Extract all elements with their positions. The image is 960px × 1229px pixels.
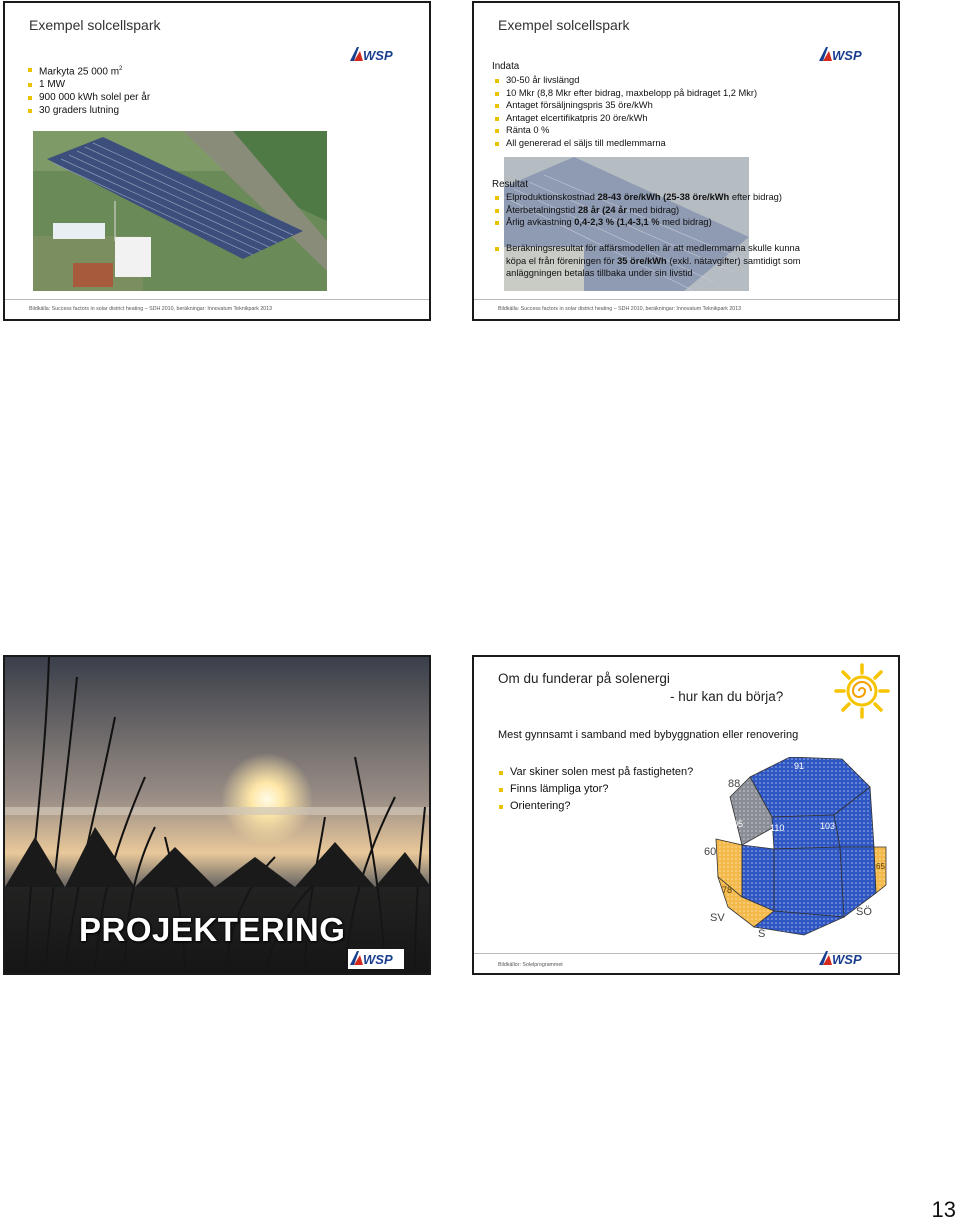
footer-divider: [474, 299, 898, 300]
direction-sv: SV: [710, 912, 725, 924]
list-item: All genererad el säljs till medlemmarna: [494, 137, 757, 150]
section-title: PROJEKTERING: [79, 911, 346, 948]
direction-s: S: [758, 928, 766, 940]
slide-solar-park-example-2: [472, 1, 900, 321]
wsp-logo-text: WSP: [832, 952, 862, 967]
wsp-logo: [817, 45, 873, 65]
slide-getting-started: [472, 655, 900, 975]
image-source: Bildkälla: Success factors in solar district heating – SDH 2010, beräkningar: Innovatum Teknikpark 2013: [498, 306, 742, 312]
indata-list: [494, 74, 757, 150]
label-60: 60: [704, 846, 717, 858]
slide-title: Exempel solcellspark: [498, 17, 630, 33]
list-item: 900 000 kWh solel per år: [27, 91, 150, 104]
wsp-logo-text: WSP: [832, 48, 862, 63]
image-source: Bildkälla: Success factors in solar district heating – SDH 2010, beräkningar: Innovatum Teknikpark 2013: [29, 306, 273, 312]
direction-so: SÖ: [856, 906, 872, 918]
solar-park-aerial-photo: [33, 131, 327, 291]
heading-line1: Om du funderar på solenergi: [498, 671, 670, 686]
list-item: Finns lämpliga ytor?: [498, 781, 693, 798]
label-65: 65: [876, 862, 885, 871]
footer-divider: [5, 299, 429, 300]
list-item: 10 Mkr (8,8 Mkr efter bidrag, maxbelopp på bidraget 1,2 Mkr): [494, 87, 757, 100]
resultat-list: [494, 191, 782, 229]
roof-orientation-diagram: [694, 757, 894, 952]
questions-list: [498, 764, 693, 815]
list-item: Årlig avkastning 0,4-2,3 % (1,4-3,1 % med bidrag): [494, 216, 782, 229]
list-item: Markyta 25 000 $m^2$: [27, 63, 150, 78]
list-item: Ränta 0 %: [494, 124, 757, 137]
list-item: Elproduktionskostnad 28-43 öre/kWh (25-38 öre/kWh efter bidrag): [494, 191, 782, 204]
lead-text: Mest gynnsamt i samband med bybyggnation eller renovering: [498, 729, 799, 741]
slide-title: Exempel solcellspark: [29, 17, 161, 33]
label-78: 78: [722, 885, 733, 895]
sun-icon: [834, 663, 890, 724]
image-source: Bildkällor: Solelprogrammet: [498, 962, 563, 968]
list-item: Antaget elcertifikatpris 20 öre/kWh: [494, 112, 757, 125]
list-item: Beräkningsresultat för affärsmodellen är att medlemmarna skulle kunna köpa el från föreningen för 35 öre/kWh (exkl. nätavgifter) samtidigt som anläggningen betalas tillbaka under sin livstid: [494, 242, 801, 280]
slide-projektering: [3, 655, 431, 975]
calculation-result: [494, 242, 801, 280]
wsp-logo: [817, 949, 873, 969]
label-110: 110: [770, 823, 785, 833]
list-item: Orientering?: [498, 798, 693, 815]
label-88: 88: [728, 778, 741, 790]
wsp-logo-text: WSP: [363, 48, 393, 63]
label-103: 103: [820, 821, 836, 831]
wsp-logo-text: WSP: [363, 952, 393, 967]
label-91: 91: [794, 761, 805, 771]
heading-line2: - hur kan du börja?: [670, 689, 784, 704]
slide-solar-park-example-1: [3, 1, 431, 321]
indata-heading: Indata: [492, 61, 520, 72]
label-105: 105: [728, 819, 744, 829]
list-item: 30 graders lutning: [27, 104, 150, 117]
wsp-logo: [348, 949, 404, 969]
list-item: 30-50 år livslängd: [494, 74, 757, 87]
list-item: 1 MW: [27, 78, 150, 91]
wsp-logo: [348, 45, 404, 65]
facts-list: [27, 63, 150, 117]
resultat-heading: Resultat: [492, 179, 528, 190]
page-number: 13: [931, 1197, 956, 1222]
list-item: Antaget försäljningspris 35 öre/kWh: [494, 99, 757, 112]
list-item: Återbetalningstid 28 år (24 år med bidrag): [494, 204, 782, 217]
list-item: Var skiner solen mest på fastigheten?: [498, 764, 693, 781]
